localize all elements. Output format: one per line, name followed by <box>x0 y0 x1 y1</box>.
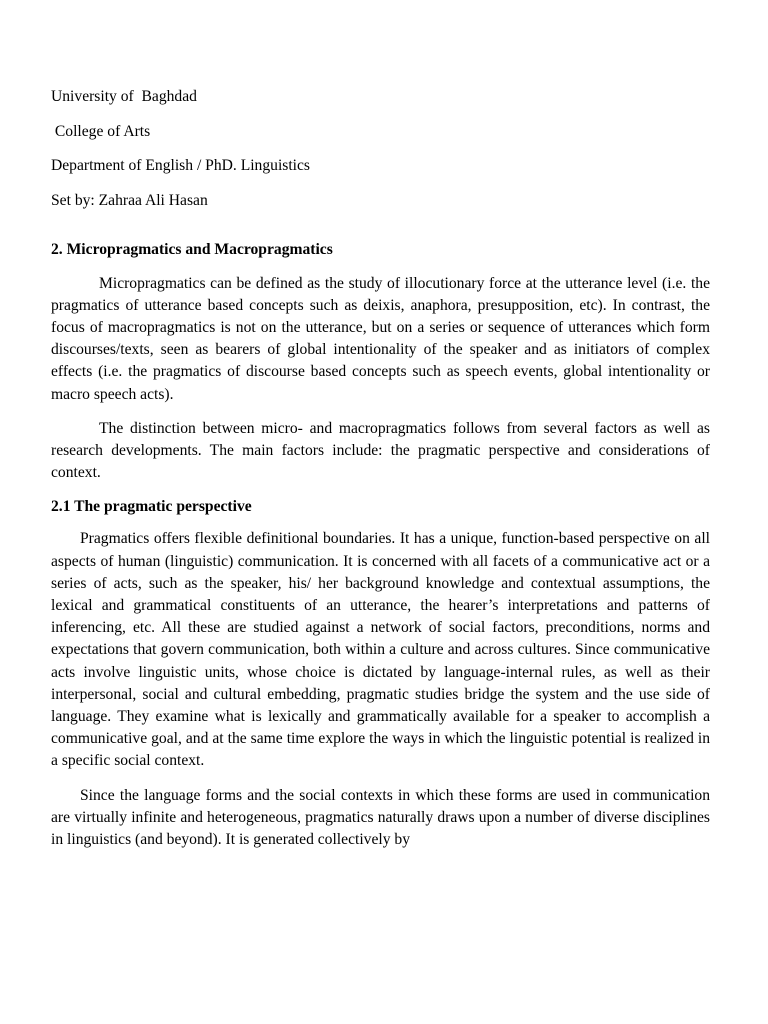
section-paragraph-2: The distinction between micro- and macropragmatics follows from several factors as well as research developments. The main factors include: the pragmatic perspective and considerations of context. <box>51 419 710 482</box>
subsection-paragraph-1: Pragmatics offers flexible definitional boundaries. It has a unique, function-based perspective on all aspects of human (linguistic) communication. It is concerned with all facets of a communicative act or a series of acts, such as the speaker, his/ her background knowledge and contextual assumptions, the lexical and grammatical constituents of an utterance, the hearer’s interpretations and patterns of inferencing, etc. All these are studied against a network of social factors, preconditions, norms and expectations that govern communication, both within a culture and across cultures. Since communicative acts involve linguistic units, whose choice is dictated by language-internal rules, as well as their interpersonal, social and cultural embedding, pragmatic studies bridge the system and the use side of language. They examine what is lexically and grammatically available for a speaker to accomplish a communicative goal, and at the same time explore the ways in which the linguistic potential is realized in a specific social context. <box>51 530 710 770</box>
department-line: Department of English / PhD. Linguistics <box>51 157 311 174</box>
college-line: College of Arts <box>51 122 151 140</box>
university-line: University of Baghdad <box>51 88 197 105</box>
section-paragraph-1: Micropragmatics can be defined as the study of illocutionary force at the utterance level (i.e. the pragmatics of utterance based concepts such as deixis, anaphora, presupposition, etc). In contrast, the focus of macropragmatics is not on the utterance, but on a series or sequence of utterances which form discourses/texts, seen as bearers of global intentionality of the speaker and as initiators of complex effects (i.e. the pragmatics of discourse based concepts such as speech events, global intentionality or macro speech acts). <box>51 274 710 403</box>
subsection-paragraph-2: Since the language forms and the social contexts in which these forms are used in communication are virtually infinite and heterogeneous, pragmatics naturally draws upon a number of diverse disciplines in linguistics (and beyond). It is generated collectively by <box>51 786 710 848</box>
subsection-heading: 2.1 The pragmatic perspective <box>51 498 252 516</box>
document-page <box>51 86 710 863</box>
section-heading: 2. Micropragmatics and Macropragmatics <box>51 240 333 258</box>
author-line: Set by: Zahraa Ali Hasan <box>51 191 208 209</box>
